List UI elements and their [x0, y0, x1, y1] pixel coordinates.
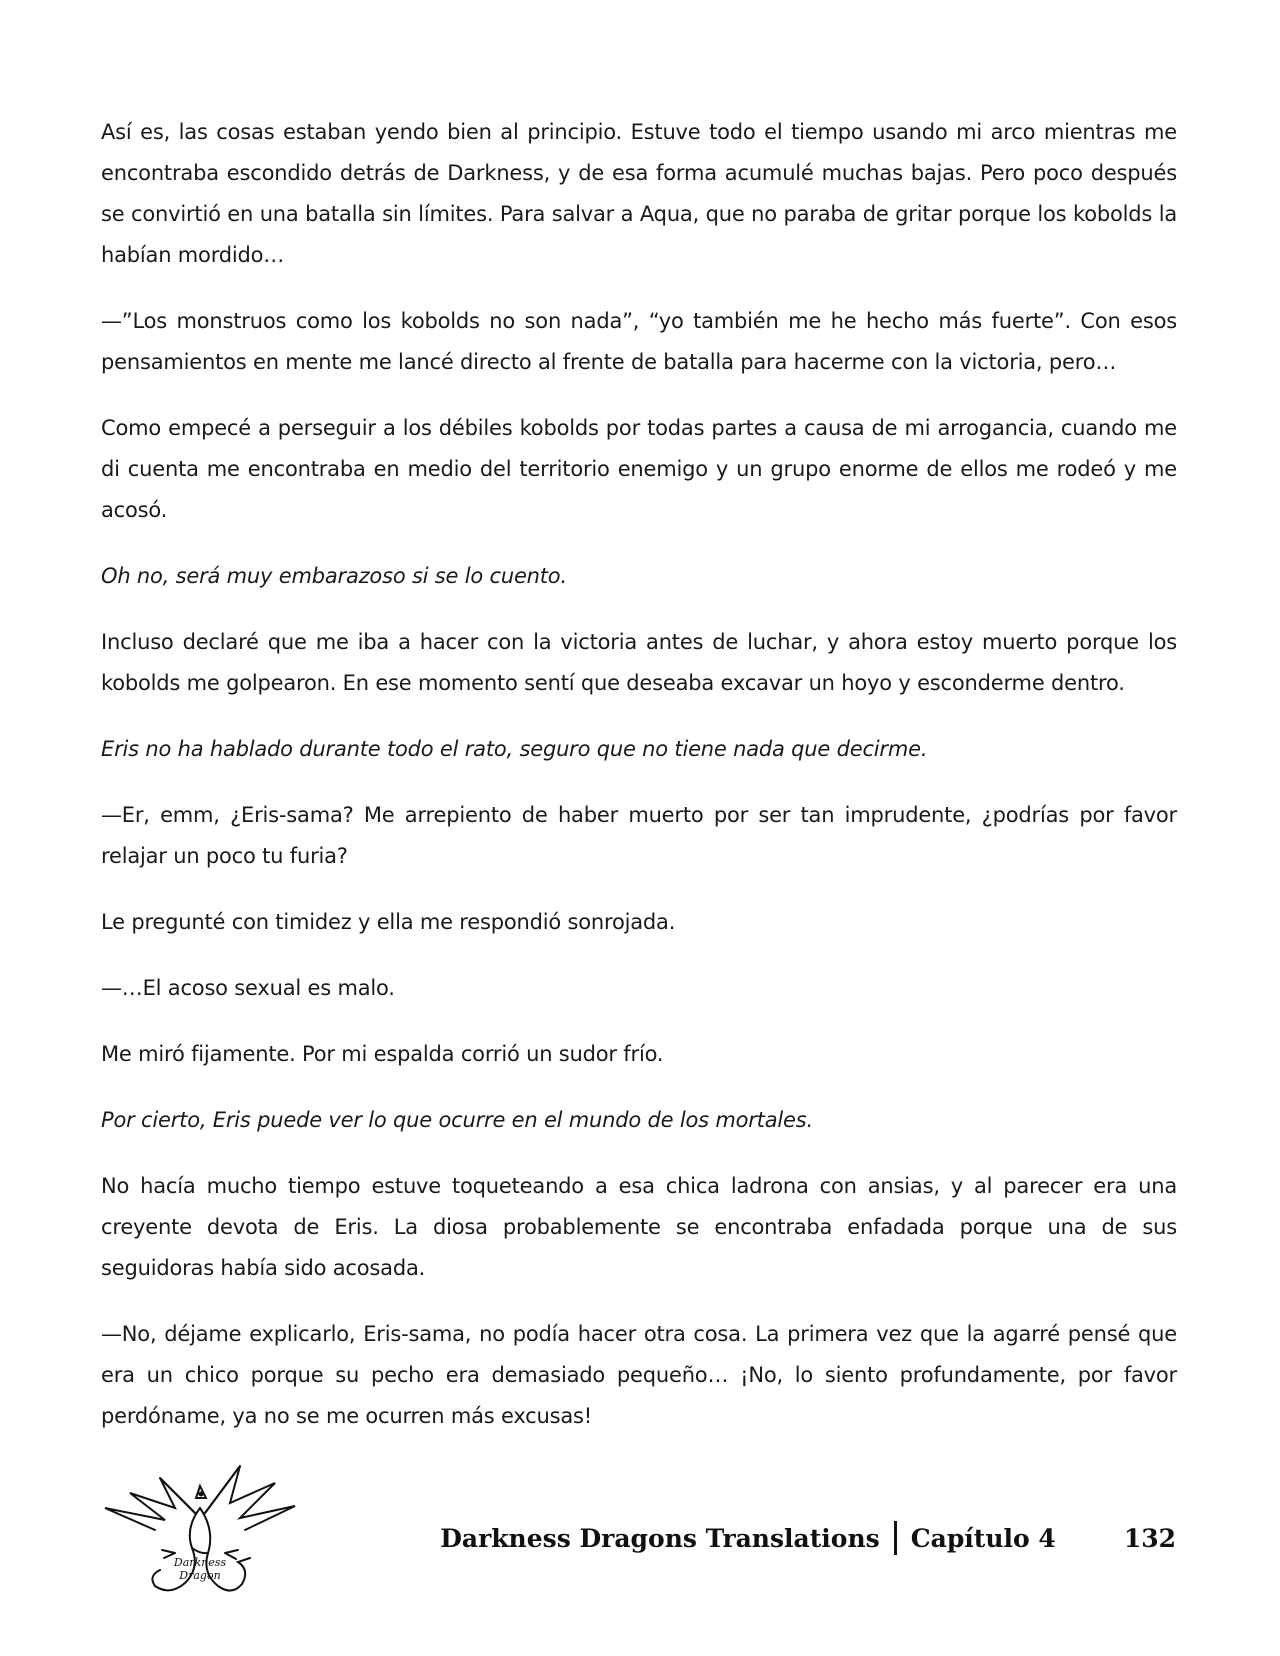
paragraph: —…El acoso sexual es malo.	[101, 976, 395, 1000]
paragraph: Me miró fijamente. Por mi espalda corrió un sudor frío.	[101, 1042, 664, 1066]
paragraph: —No, déjame explicarlo, Eris-sama, no podía hacer otra cosa. La primera vez que la agarré pensé que era un chico porque su pecho era demasiado pequeño… ¡No, lo siento profundamente, por favor perdóname, ya no se me ocurren más excusas!	[101, 1322, 1177, 1428]
footer-separator	[894, 1521, 897, 1555]
paragraph-italic: Oh no, será muy embarazoso si se lo cuento.	[101, 564, 567, 588]
paragraph-italic: Eris no ha hablado durante todo el rato, seguro que no tiene nada que decirme.	[101, 737, 928, 761]
paragraph: Así es, las cosas estaban yendo bien al principio. Estuve todo el tiempo usando mi arco mientras me encontraba escondido detrás de Darkness, y de esa forma acumulé muchas bajas. Pero poco después se convirtió en una batalla sin límites. Para salvar a Aqua, que no paraba de gritar porque los kobolds la habían mordido…	[101, 120, 1177, 267]
paragraph: Le pregunté con timidez y ella me respondió sonrojada.	[101, 910, 676, 934]
paragraph: No hacía mucho tiempo estuve toqueteando a esa chica ladrona con ansias, y al parecer era una creyente devota de Eris. La diosa probablemente se encontraba enfadada porque una de sus seguidoras había sido acosada.	[101, 1174, 1177, 1280]
dragon-logo-icon	[100, 1458, 300, 1603]
text-body	[101, 112, 1177, 1462]
paragraph: Incluso declaré que me iba a hacer con la victoria antes de luchar, y ahora estoy muerto porque los kobolds me golpearon. En ese momento sentí que deseaba excavar un hoyo y esconderme dentro.	[101, 630, 1177, 695]
paragraph-italic: Por cierto, Eris puede ver lo que ocurre en el mundo de los mortales.	[101, 1108, 813, 1132]
paragraph: —Er, emm, ¿Eris-sama? Me arrepiento de haber muerto por ser tan imprudente, ¿podrías por favor relajar un poco tu furia?	[101, 803, 1177, 868]
footer-title: Darkness Dragons Translations	[440, 1523, 880, 1553]
page-footer	[0, 1458, 1280, 1618]
footer-caption	[440, 1516, 1176, 1560]
logo-text-line1: Darkness	[173, 1556, 227, 1569]
logo-text-line2: Dragon	[179, 1569, 221, 1582]
page-number: 132	[1123, 1523, 1176, 1553]
paragraph: Como empecé a perseguir a los débiles kobolds por todas partes a causa de mi arrogancia, cuando me di cuenta me encontraba en medio del territorio enemigo y un grupo enorme de ellos me rodeó y me acosó.	[101, 416, 1177, 522]
paragraph: —”Los monstruos como los kobolds no son nada”, “yo también me he hecho más fuerte”. Con esos pensamientos en mente me lancé directo al frente de batalla para hacerme con la victoria, pero…	[101, 309, 1177, 374]
footer-chapter: Capítulo 4	[910, 1523, 1056, 1553]
